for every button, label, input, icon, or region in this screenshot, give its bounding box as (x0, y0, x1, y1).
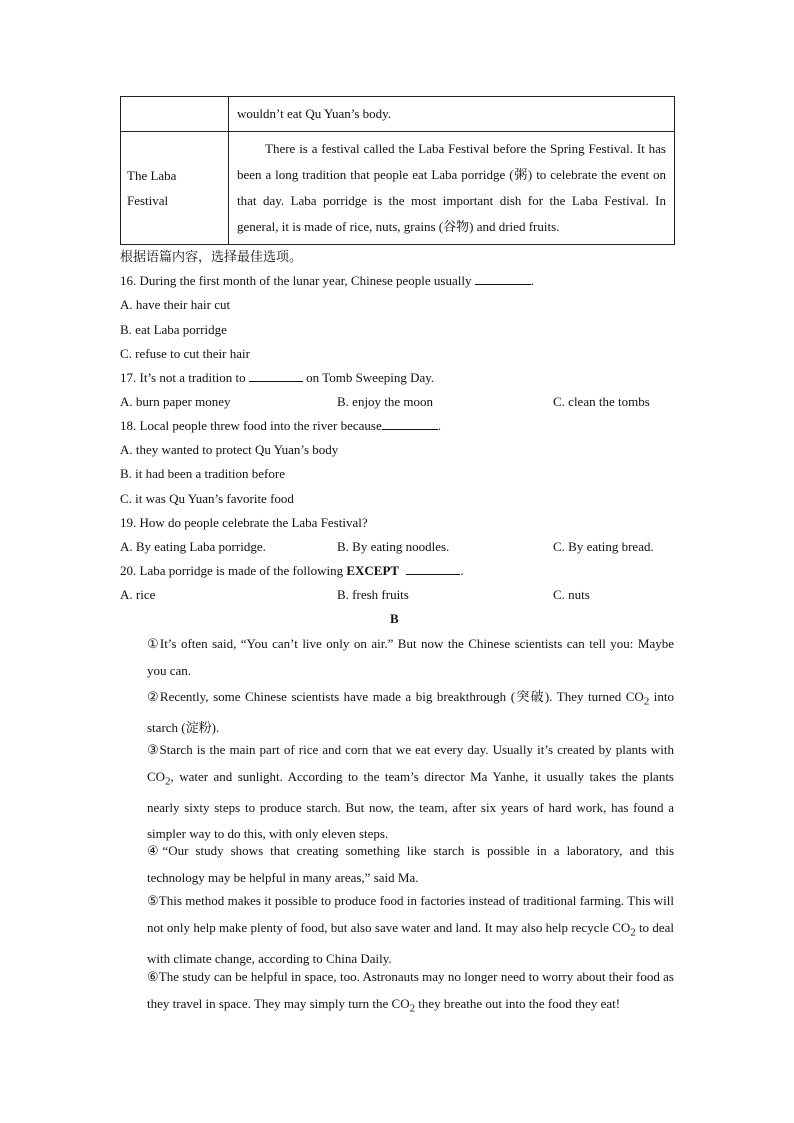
answer-blank[interactable] (249, 371, 303, 382)
question-text: 18. Local people threw food into the river because (120, 418, 382, 433)
festival-table (120, 96, 675, 245)
paragraph-text (120, 888, 674, 972)
festival-description-cell: wouldn’t eat Qu Yuan’s body. (229, 97, 675, 132)
passage-paragraph-3 (120, 737, 674, 848)
paragraph-text-part: ⑤This method makes it possible to produce food in factories instead of traditional farming. This will not only help make plenty of food, but also save water and land. It may also help recycle CO (147, 893, 674, 935)
question-18 (120, 418, 441, 434)
paragraph-text-part: to deal with climate change, according to China Daily. (147, 919, 675, 966)
option-b[interactable]: B. By eating noodles. (337, 539, 450, 554)
option-c[interactable]: C. By eating bread. (553, 539, 654, 554)
instruction: 根据语篇内容，选择最佳选项。 (120, 249, 303, 264)
table-row (121, 97, 675, 132)
option-b[interactable]: B. eat Laba porridge (120, 322, 227, 337)
question-17 (120, 370, 434, 386)
option-c[interactable]: C. refuse to cut their hair (120, 346, 250, 361)
question-emphasis: EXCEPT (346, 563, 400, 578)
option-a[interactable]: A. have their hair cut (120, 297, 231, 312)
subscript: 2 (165, 775, 171, 788)
option-b[interactable]: B. it had been a tradition before (120, 466, 285, 481)
passage-paragraph-6 (120, 964, 674, 1022)
paragraph-text: ①It’s often said, “You can’t live only on air.” But now the Chinese scientists can tell you: Maybe you can. (147, 636, 674, 678)
option-a[interactable]: A. rice (120, 587, 156, 602)
festival-name-line: The Laba (127, 168, 177, 183)
paragraph-text (120, 684, 674, 742)
section-title: B (390, 611, 399, 626)
subscript: 2 (630, 926, 636, 939)
option-b[interactable]: B. fresh fruits (337, 587, 409, 602)
subscript: 2 (409, 1002, 416, 1015)
paragraph-text-part: ⑥The study can be helpful in space, too. Astronauts may no longer need to worry about their food as they travel in space. They may simply turn the CO (147, 969, 674, 1011)
paragraph-text (120, 964, 674, 1022)
paragraph-text-part: into starch (淀粉). (147, 689, 674, 736)
paragraph-text: ④“Our study shows that creating something like starch is possible in a laboratory, and this technology may be helpful in many areas,” said Ma. (147, 843, 674, 885)
paragraph-text-part: they breathe out into the food they eat! (415, 995, 621, 1011)
answer-blank[interactable] (406, 564, 460, 575)
festival-description-cell: There is a festival called the Laba Festival before the Spring Festival. It has been a long tradition that people eat Laba porridge (粥) to celebrate the event on that day. Laba porridge is the most important dish for the Laba Festival. In general, it is made of rice, nuts, grains (谷物) and dried fruits. (229, 132, 675, 245)
question-text-end: on Tomb Sweeping Day. (306, 370, 435, 385)
option-c[interactable]: C. nuts (553, 587, 590, 602)
option-b[interactable]: B. enjoy the moon (337, 394, 434, 409)
paragraph-text-part: ②Recently, some Chinese scientists have made a big breakthrough (突破). They turned CO (147, 689, 644, 704)
question-text: 20. Laba porridge is made of the following (120, 563, 344, 578)
passage-paragraph-1 (120, 631, 674, 684)
paragraph-text-part: , water and sunlight. According to the team’s director Ma Yanhe, it usually takes the plants nearly sixty steps to produce starch. But now, the team, after six years of hard work, has found a simpler way to do this, with only eleven steps. (147, 768, 674, 842)
question-19: 19. How do people celebrate the Laba Festival? (120, 515, 368, 530)
option-a[interactable]: A. By eating Laba porridge. (120, 539, 266, 554)
festival-name-cell (121, 97, 229, 132)
question-text-end: . (437, 418, 441, 433)
paragraph-text (120, 737, 674, 848)
option-a[interactable]: A. they wanted to protect Qu Yuan’s body (120, 442, 339, 457)
passage-paragraph-5 (120, 888, 674, 972)
question-text: 16. During the first month of the lunar year, Chinese people usually (120, 273, 472, 288)
festival-name-line: Festival (127, 193, 169, 208)
question-text-end: . (460, 563, 464, 578)
answer-blank[interactable] (475, 274, 531, 285)
festival-name-cell (121, 132, 229, 245)
question-text: 17. It’s not a tradition to (120, 370, 246, 385)
question-20 (120, 563, 464, 579)
paragraph-text-part: ③Starch is the main part of rice and corn that we eat every day. Usually it’s created by plants with CO (147, 742, 674, 784)
option-c[interactable]: C. it was Qu Yuan’s favorite food (120, 491, 294, 506)
answer-blank[interactable] (382, 419, 438, 430)
subscript: 2 (643, 695, 650, 708)
option-c[interactable]: C. clean the tombs (553, 394, 650, 409)
question-text-end: . (530, 273, 534, 288)
passage-paragraph-4 (120, 838, 674, 891)
question-16 (120, 273, 534, 289)
passage-paragraph-2 (120, 684, 674, 742)
option-a[interactable]: A. burn paper money (120, 394, 231, 409)
table-row (121, 132, 675, 245)
